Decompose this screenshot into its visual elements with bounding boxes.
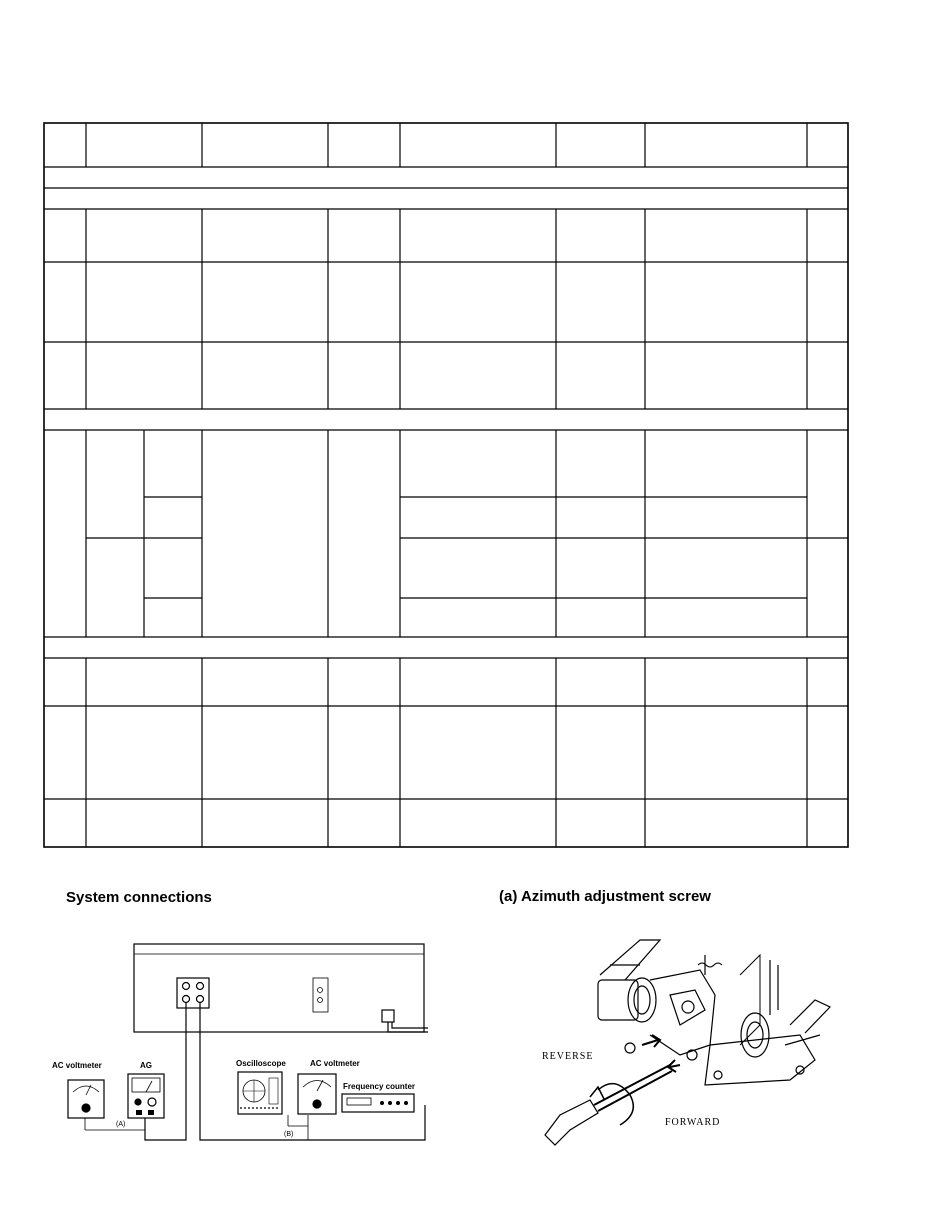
system-connections-figure [40,930,440,1155]
label-ac-voltmeter-left: AC voltmeter [52,1061,102,1070]
label-ag: AG [140,1061,152,1070]
frequency-counter [342,1094,414,1112]
rotation-arrow [598,1084,633,1125]
wire-b [200,1003,425,1140]
label-ac-voltmeter-right: AC voltmeter [310,1059,360,1068]
wire-a [145,1003,186,1140]
jack-panel [177,978,209,1008]
audio-generator [128,1074,164,1118]
label-forward: FORWARD [665,1117,721,1128]
azimuth-adjustment-figure [530,935,840,1150]
system-connections-heading: System connections [66,889,212,906]
label-wire-a: (A) [116,1121,126,1128]
label-wire-b: (B) [284,1131,294,1138]
azimuth-heading: (a) Azimuth adjustment screw [499,888,711,905]
label-reverse: REVERSE [542,1051,594,1062]
label-frequency-counter: Frequency counter [343,1082,416,1091]
screwdriver [545,1100,598,1145]
label-oscilloscope: Oscilloscope [236,1059,286,1068]
